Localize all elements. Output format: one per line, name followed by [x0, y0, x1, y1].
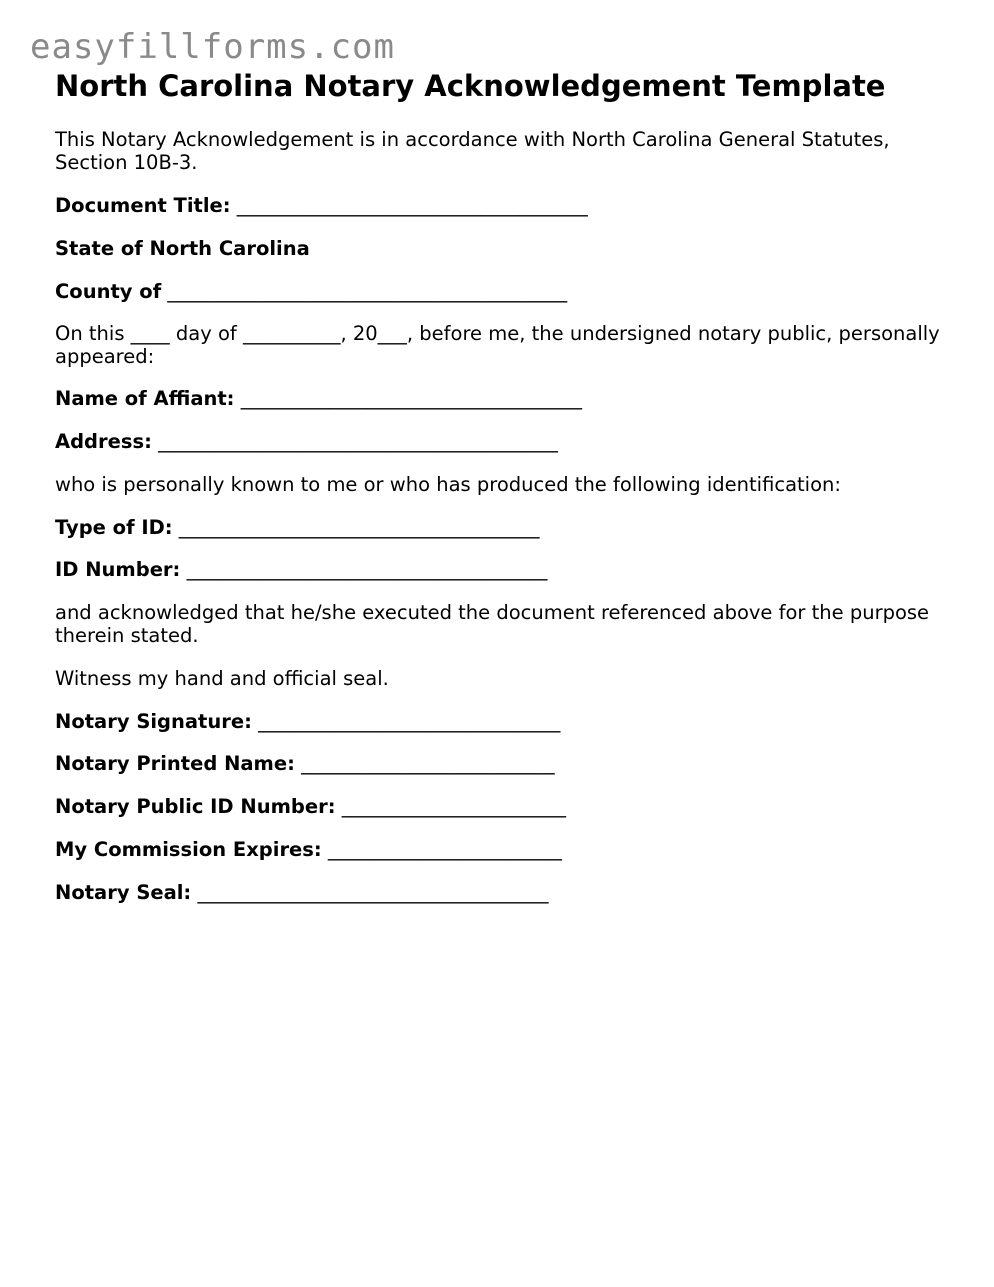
document-title-field — [55, 194, 588, 217]
commission-expires-label: My Commission Expires: — [55, 838, 322, 861]
watermark: easyfillforms.com — [30, 27, 395, 67]
notary-id-number-label: Notary Public ID Number: — [55, 795, 336, 818]
notary-printed-name-label: Notary Printed Name: — [55, 752, 295, 775]
notary-signature-blank[interactable]: _______________________________ — [258, 710, 561, 733]
affiant-name-label: Name of Affiant: — [55, 387, 235, 410]
id-type-label: Type of ID: — [55, 516, 173, 539]
page-title: North Carolina Notary Acknowledgement Template — [55, 69, 886, 103]
notary-seal-label: Notary Seal: — [55, 881, 192, 904]
intro-text: This Notary Acknowledgement is in accordance with North Carolina General Statutes, Section 10B-3. — [55, 128, 890, 174]
id-number-label: ID Number: — [55, 558, 181, 581]
county-field — [55, 280, 567, 303]
id-number-blank[interactable]: _____________________________________ — [186, 558, 548, 581]
county-label: County of — [55, 280, 162, 303]
document-title-blank[interactable]: ____________________________________ — [236, 194, 588, 217]
notary-id-number-blank[interactable]: _______________________ — [341, 795, 566, 818]
address-blank[interactable]: _________________________________________ — [158, 430, 558, 453]
notary-signature-field — [55, 710, 560, 733]
notary-seal-blank[interactable]: ____________________________________ — [197, 881, 549, 904]
address-field — [55, 430, 558, 453]
notary-seal-field — [55, 881, 548, 904]
county-blank[interactable]: _________________________________________ — [167, 280, 568, 303]
document-body — [55, 68, 950, 904]
id-type-field — [55, 516, 540, 539]
witness-statement: Witness my hand and official seal. — [55, 667, 389, 690]
affiant-name-blank[interactable]: ___________________________________ — [240, 387, 582, 410]
affiant-name-field — [55, 387, 582, 410]
id-number-field — [55, 558, 547, 581]
commission-expires-blank[interactable]: ________________________ — [327, 838, 562, 861]
acknowledgement-statement: and acknowledged that he/she executed the document referenced above for the purpose therein stated. — [55, 601, 930, 647]
state-line: State of North Carolina — [55, 237, 310, 260]
notary-printed-name-blank[interactable]: __________________________ — [301, 752, 555, 775]
document-title-label: Document Title: — [55, 194, 231, 217]
commission-expires-field — [55, 838, 562, 861]
identification-statement: who is personally known to me or who has produced the following identification: — [55, 473, 841, 496]
notary-printed-name-field — [55, 752, 555, 775]
address-label: Address: — [55, 430, 152, 453]
appearance-statement: On this ____ day of __________, 20___, before me, the undersigned notary public, personally appeared: — [55, 322, 940, 368]
id-type-blank[interactable]: _____________________________________ — [178, 516, 540, 539]
notary-signature-label: Notary Signature: — [55, 710, 252, 733]
notary-id-number-field — [55, 795, 566, 818]
